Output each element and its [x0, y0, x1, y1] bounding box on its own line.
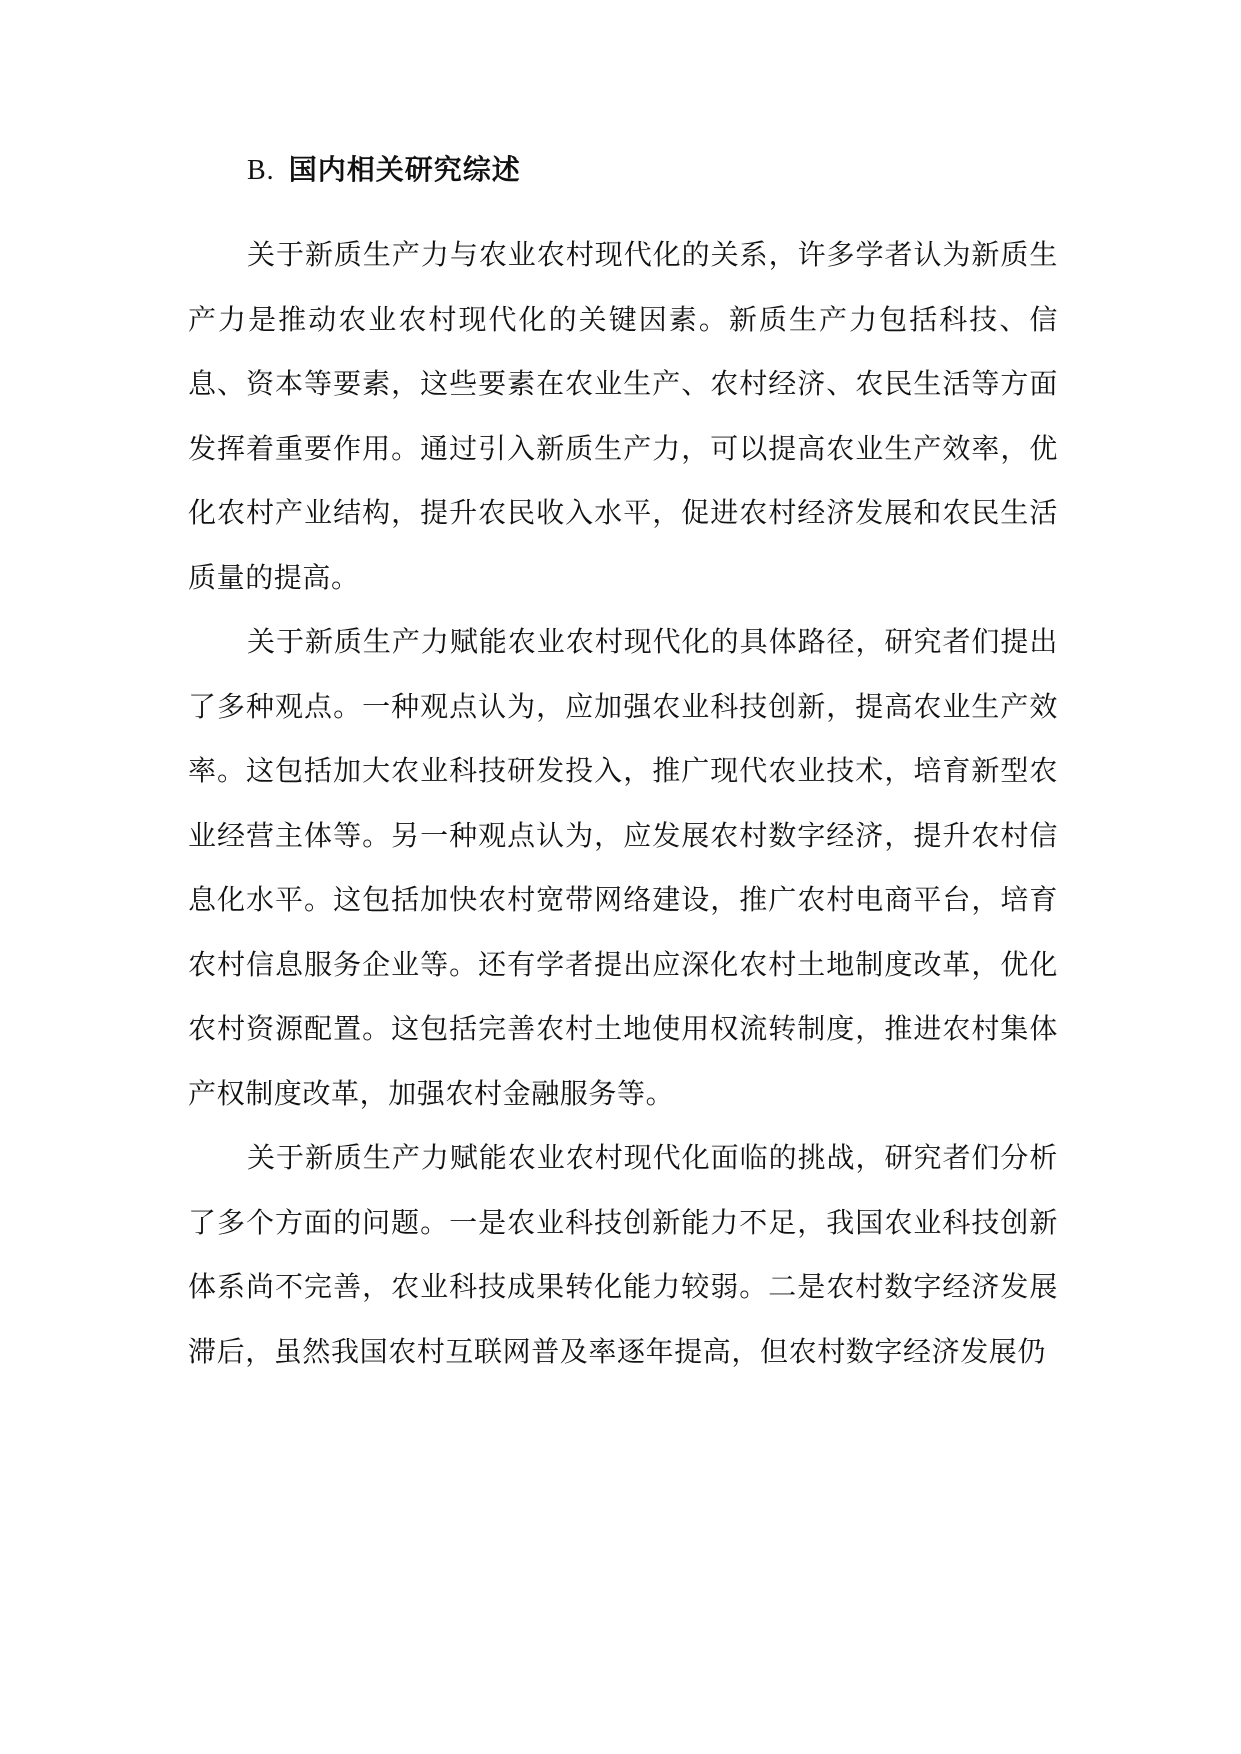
paragraph-challenges: 关于新质生产力赋能农业农村现代化面临的挑战，研究者们分析了多个方面的问题。一是农业科技创新能力不足，我国农业科技创新体系尚不完善，农业科技成果转化能力较弱。二是农村数字经济发展滞后，虽然我国农村互联网普及率逐年提高，但农村数字经济发展仍	[188, 1141, 1058, 1368]
section-heading	[247, 152, 521, 189]
body-text	[188, 223, 1058, 1384]
section-label: B.	[247, 155, 275, 186]
paragraph-paths: 关于新质生产力赋能农业农村现代化的具体路径，研究者们提出了多种观点。一种观点认为，应加强农业科技创新，提高农业生产效率。这包括加大农业科技研发投入，推广现代农业技术，培育新型农业经营主体等。另一种观点认为，应发展农村数字经济，提升农村信息化水平。这包括加快农村宽带网络建设，推广农村电商平台，培育农村信息服务企业等。还有学者提出应深化农村土地制度改革，优化农村资源配置。这包括完善农村土地使用权流转制度，推进农村集体产权制度改革，加强农村金融服务等。	[188, 625, 1058, 1110]
paragraph-relationship: 关于新质生产力与农业农村现代化的关系，许多学者认为新质生产力是推动农业农村现代化的关键因素。新质生产力包括科技、信息、资本等要素，这些要素在农业生产、农村经济、农民生活等方面发挥着重要作用。通过引入新质生产力，可以提高农业生产效率，优化农村产业结构，提升农民收入水平，促进农村经济发展和农民生活质量的提高。	[188, 238, 1058, 594]
section-title: 国内相关研究综述	[288, 153, 521, 186]
